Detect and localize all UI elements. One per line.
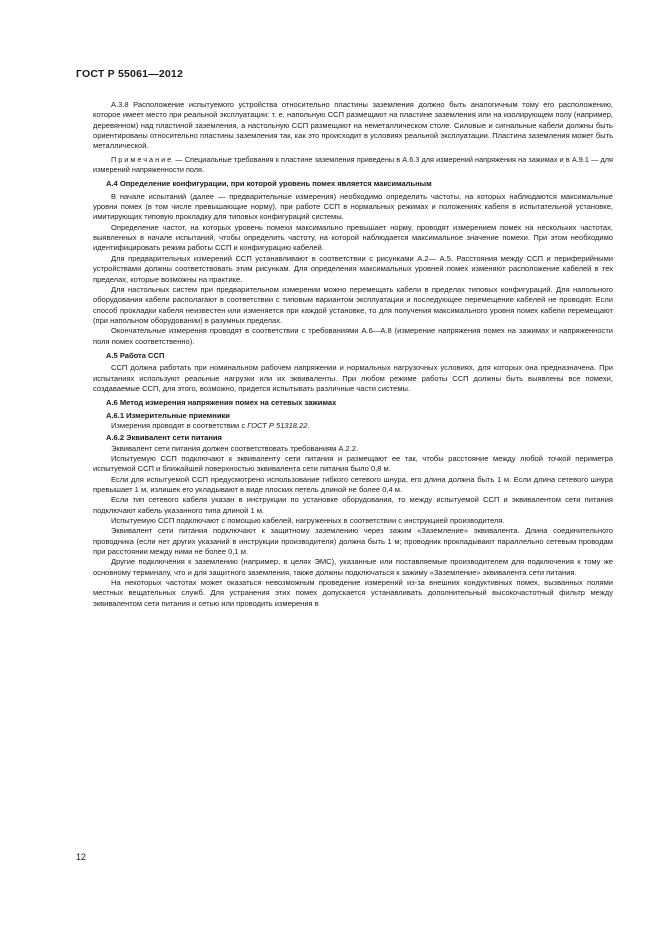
paragraph: На некоторых частотах может оказаться невозможным проведение измерений из-за внешних кондуктивных помех, вызванных полями местных вещательных служб. Для устранения этих помех допускается устанавливать дополнительный высокочастотный фильтр между эквивалентом сети питания и сетью или проводить измерения в — [93, 578, 613, 608]
paragraph-a38: А.3.8 Расположение испытуемого устройства относительно пластины заземления должно быть аналогичным тому его расположению, которое имеет место при реальной эксплуатации: т. е. напольную ССП размещают на пластине заземления или на изолирующем полу (например, деревянном) над пластиной заземления, а настольную ССП размещают на неметаллическом столе. Силовые и сигнальные кабели должны быть ориентированы относительно пластины заземления так, как это происходит в условиях реальной эксплуатации. Пластина заземления может быть металлической. — [93, 100, 613, 151]
note — [93, 155, 613, 176]
document-header: ГОСТ Р 55061—2012 — [76, 68, 184, 80]
paragraph: Эквивалент сети питания должен соответствовать требованиям А.2.2. — [111, 443, 359, 453]
section-heading-a6: А.6 Метод измерения напряжения помех на сетевых зажимах — [106, 398, 337, 408]
paragraph: ССП должна работать при номинальном рабочем напряжении и нормальных нагрузочных условиях, для которых она предназначена. При испытаниях используют реальные нагрузки или их эквиваленты. При любом режиме работы ССП должны быть выявлены все помехи, создаваемые ССП, для этого, возможно, придется испытывать различные части системы. — [93, 363, 613, 393]
standard-reference: ГОСТ Р 51318.22 — [247, 420, 308, 430]
paragraph: Испытуемую ССП подключают к эквиваленту сети питания и размещают ее так, чтобы расстояние между любой точкой периметра испытуемой ССП и ближайшей поверхностью эквивалента сети питания было 0,8 м. — [93, 454, 613, 474]
section-heading-a5: А.5 Работа ССП — [106, 350, 165, 360]
section-heading-a4: А.4 Определение конфигурации, при которой уровень помех является максимальным — [106, 179, 432, 189]
subsection-heading-a62: А.6.2 Эквивалент сети питания — [106, 433, 222, 443]
paragraph: Испытуемую ССП подключают с помощью кабелей, нагруженных в соответствии с инструкцией производителя. — [111, 516, 505, 526]
subsection-heading-a61: А.6.1 Измерительные приемники — [106, 410, 230, 420]
paragraph — [93, 421, 613, 431]
paragraph: Другие подключения к заземлению (например, в целях ЭМС), указанные или поставляемые производителем для подключения к тому же основному терминалу, что и для защитного заземления, также должны подключаться к зажиму «Заземление» эквивалента сети питания. — [93, 557, 613, 577]
paragraph: Окончательные измерения проводят в соответствии с требованиями А.6—А.8 (измерение напряжения помех на зажимах и напряженности поля помех соответственно). — [93, 326, 613, 346]
note-text: — Специальные требования к пластине заземления приведены в А.6.3 для измерений напряжения на зажимах и в А.9.1 — для измерений напряженности поля. — [93, 154, 613, 175]
paragraph: Для настольных систем при предварительном измерении можно перемещать кабели в пределах типовых конфигураций. Для напольного оборудования кабели располагают в соответствии с типовым вариантом эксплуатации и последующее перемещение кабелей не проводят. Если способ прокладки кабеля неизвестен или изменяется при каждой установке, то для получения максимального уровня помех кабели перемещают (при напольном оборудовании) в разумных пределах. — [93, 284, 613, 325]
paragraph: В начале испытаний (далее — предварительные измерения) необходимо определить частоты, на которых наблюдаются максимальные уровни помех (в том числе превышающие норму), при работе ССП в нормальных режимах и положениях кабеля в испытательной установке, имитирующих типовую прокладку для типовых конфигураций системы. — [93, 191, 613, 222]
text-run: Измерения проводят в соответствии с — [111, 420, 248, 430]
paragraph: Для предварительных измерений ССП устанавливают в соответствии с рисунками А.2— А.5. Расстояния между ССП и периферийными устройствами должны соответствовать этим рисункам. Для определения максимальных уровней помех изменяют расположение кабелей в тех пределах, которые возможны на практике. — [93, 253, 613, 284]
page-body — [93, 100, 613, 609]
paragraph: Эквивалент сети питания подключают к защитному заземлению через зажим «Заземление» эквивалента. Длина соединительного проводника (если нет других указаний в инструкции производителя) должна быть 1 м; проводник прокладывают параллельно сетевым проводам при расстоянии между ними не более 0,1 м. — [93, 526, 613, 557]
paragraph: Если тип сетевого кабеля указан в инструкции по установке оборудования, то между испытуемой ССП и эквивалентом сети питания подключают кабель указанного типа длиной 1 м. — [93, 495, 613, 515]
page-number: 12 — [76, 852, 87, 862]
note-label: Примечание — [111, 154, 174, 164]
paragraph: Если для испытуемой ССП предусмотрено использование гибкого сетевого шнура, его длина должна быть 1 м. Если длина сетевого шнура превышает 1 м, излишек его укладывают в виде плоских петель длиной не более 0,4 м. — [93, 474, 613, 495]
text-run: . — [307, 420, 310, 430]
paragraph: Определение частот, на которых уровень помехи максимально превышает норму, проводят измерением помех на нескольких частотах, выявленных в начале испытаний, чтобы определить частоту, на которой наблюдается максимальное значение помехи. При этом необходимо идентифицировать режим работы ССП и конфигурацию кабелей. — [93, 222, 613, 253]
